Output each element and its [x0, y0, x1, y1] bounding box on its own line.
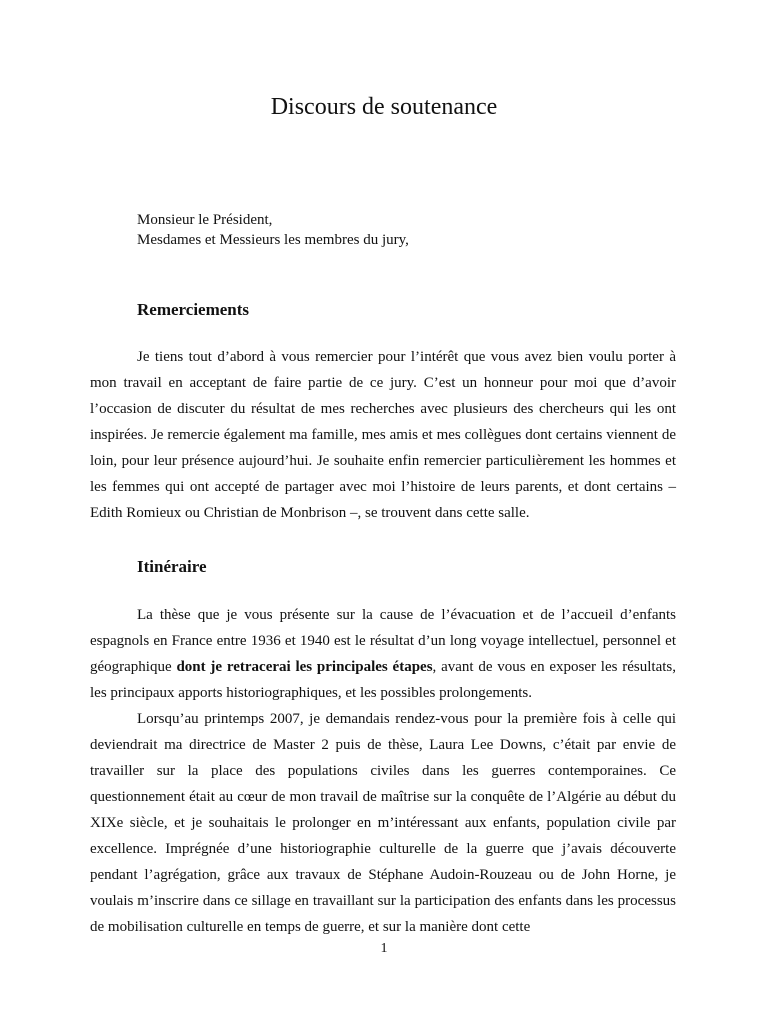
paragraph-itineraire-1-text-after: , avant de vous en exposer les résultats, les principaux apports historiographiques, et les possibles prolongements. [90, 659, 677, 701]
section-heading-remerciements: Remerciements [137, 300, 250, 319]
salutation [137, 210, 409, 250]
paragraph-itineraire-1-bold-text: dont je retracerai les principales étapes [176, 659, 433, 675]
page-number: 1 [380, 941, 388, 956]
salutation-line-jury: Mesdames et Messieurs les membres du jury, [137, 232, 409, 248]
paragraph-remerciements: Je tiens tout d’abord à vous remercier pour l’intérêt que vous avez bien voulu porter à mon travail en acceptant de faire partie de ce jury. C’est un honneur pour moi que d’avoir l’occasion de discuter du résultat de mes recherches avec plusieurs des chercheurs qui les ont inspirées. Je remercie également ma famille, mes amis et mes collègues dont certains viennent de loin, pour leur présence aujourd’hui. Je souhaite enfin remercier particulièrement les hommes et les femmes qui ont accepté de partager avec moi l’histoire de leurs parents, et dont certains – Edith Romieux ou Christian de Monbrison –, se trouvent dans cette salle. [90, 349, 676, 521]
paragraph-itineraire-1-text-before: La thèse que je vous présente sur la cause de l’évacuation et de l’accueil d’enfants espagnols en France entre 1936 et 1940 est le résultat d’un long voyage intellectuel, personnel et géographique [90, 607, 676, 675]
paragraph-itineraire-1 [90, 602, 676, 706]
salutation-line-president: Monsieur le Président, [137, 212, 273, 228]
section-heading-itineraire: Itinéraire [137, 557, 207, 576]
paragraph-itineraire-2: Lorsqu’au printemps 2007, je demandais rendez-vous pour la première fois à celle qui deviendrait ma directrice de Master 2 puis de thèse, Laura Lee Downs, c’était par envie de travailler sur la place des populations civiles dans les guerres contemporaines. Ce questionnement était au cœur de mon travail de maîtrise sur la conquête de l’Algérie au début du XIXe siècle, et je souhaitais le prolonger en m’intéressant aux enfants, population civile par excellence. Imprégnée d’une historiographie culturelle de la guerre que j’avais découverte pendant l’agrégation, grâce aux travaux de Stéphane Audoin-Rouzeau ou de John Horne, je voulais m’inscrire dans ce sillage en travaillant sur la participation des enfants dans les processus de mobilisation culturelle en temps de guerre, et sur la manière dont cette [90, 711, 676, 935]
document-title: Discours de soutenance [270, 94, 498, 120]
